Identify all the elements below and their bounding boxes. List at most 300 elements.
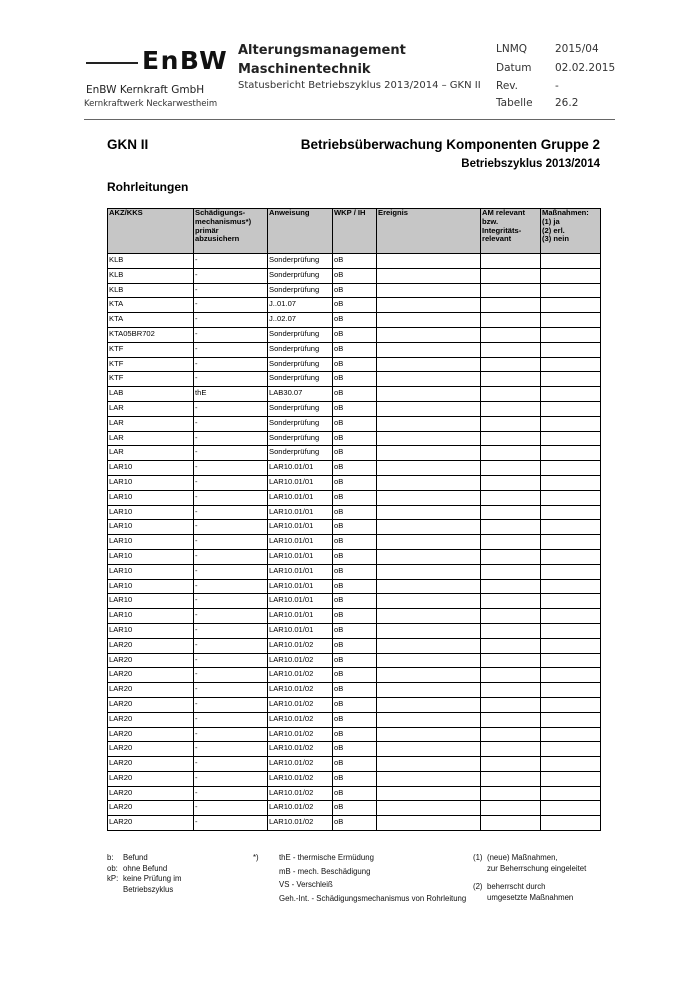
table-row xyxy=(108,357,601,372)
table-row xyxy=(108,609,601,624)
table-cell: - xyxy=(194,727,268,742)
table-cell: LAR xyxy=(108,431,194,446)
table-cell: oB xyxy=(333,623,377,638)
table-cell xyxy=(377,505,481,520)
table-cell: - xyxy=(194,298,268,313)
table-cell: LAR10 xyxy=(108,505,194,520)
table-cell xyxy=(481,816,541,831)
table-cell: LAR10 xyxy=(108,535,194,550)
table-cell: oB xyxy=(333,475,377,490)
legend-item: thE - thermische Ermüdung xyxy=(279,853,374,862)
table-cell: oB xyxy=(333,268,377,283)
table-cell: - xyxy=(194,313,268,328)
table-cell xyxy=(377,594,481,609)
table-cell xyxy=(541,505,601,520)
table-cell xyxy=(541,268,601,283)
table-cell: LAR10.01/02 xyxy=(268,742,333,757)
table-row xyxy=(108,416,601,431)
col-header-anweisung: Anweisung xyxy=(268,209,333,254)
table-cell xyxy=(541,668,601,683)
table-row xyxy=(108,771,601,786)
enbw-logo: EnBW xyxy=(142,46,229,75)
table-cell: - xyxy=(194,712,268,727)
table-row xyxy=(108,535,601,550)
header-title-line1: Alterungsmanagement xyxy=(238,43,406,58)
table-cell: LAR xyxy=(108,401,194,416)
table-cell: LAR20 xyxy=(108,771,194,786)
table-cell: oB xyxy=(333,387,377,402)
table-cell: - xyxy=(194,742,268,757)
company-name: EnBW Kernkraft GmbH xyxy=(86,84,205,96)
table-cell: oB xyxy=(333,298,377,313)
table-cell xyxy=(377,431,481,446)
table-cell: oB xyxy=(333,446,377,461)
table-cell: LAR20 xyxy=(108,801,194,816)
meta-label-tabelle: Tabelle xyxy=(496,97,533,109)
table-cell xyxy=(481,490,541,505)
section-title: Rohrleitungen xyxy=(107,180,189,194)
col-header-mechanism: Schädigungs- mechanismus*) primär abzusichern xyxy=(194,209,268,254)
table-cell xyxy=(541,712,601,727)
table-cell: oB xyxy=(333,786,377,801)
table-cell: oB xyxy=(333,609,377,624)
table-cell xyxy=(377,490,481,505)
table-cell: - xyxy=(194,771,268,786)
table-cell xyxy=(481,254,541,269)
table-cell: KTA xyxy=(108,313,194,328)
table-cell xyxy=(481,268,541,283)
table-cell: oB xyxy=(333,416,377,431)
legend-item: mB - mech. Beschädigung xyxy=(279,866,371,876)
table-cell: LAR20 xyxy=(108,727,194,742)
table-cell xyxy=(541,742,601,757)
table-cell: - xyxy=(194,342,268,357)
table-cell xyxy=(481,757,541,772)
table-cell: - xyxy=(194,623,268,638)
table-cell xyxy=(541,416,601,431)
table-cell: LAR10.01/01 xyxy=(268,609,333,624)
table-cell: - xyxy=(194,594,268,609)
table-cell xyxy=(481,416,541,431)
table-cell: - xyxy=(194,535,268,550)
legend-measures xyxy=(473,853,586,903)
table-header-row xyxy=(108,209,601,254)
table-cell xyxy=(377,786,481,801)
table-cell xyxy=(377,683,481,698)
table-cell: - xyxy=(194,786,268,801)
table-cell: LAR10.01/01 xyxy=(268,623,333,638)
table-row xyxy=(108,520,601,535)
table-cell: oB xyxy=(333,697,377,712)
table-row xyxy=(108,742,601,757)
table-row xyxy=(108,594,601,609)
table-row xyxy=(108,342,601,357)
table-cell xyxy=(377,446,481,461)
table-cell xyxy=(541,786,601,801)
table-cell xyxy=(377,609,481,624)
legend-item: umgesetzte Maßnahmen xyxy=(487,892,574,902)
table-row xyxy=(108,387,601,402)
table-cell: KLB xyxy=(108,254,194,269)
table-cell xyxy=(481,505,541,520)
table-cell: LAR20 xyxy=(108,638,194,653)
table-cell xyxy=(481,535,541,550)
table-cell xyxy=(541,727,601,742)
meta-value-datum: 02.02.2015 xyxy=(555,62,616,74)
table-cell: KTF xyxy=(108,372,194,387)
table-cell: oB xyxy=(333,638,377,653)
table-cell: - xyxy=(194,549,268,564)
table-cell xyxy=(481,727,541,742)
table-cell xyxy=(377,712,481,727)
table-cell: LAR10.01/02 xyxy=(268,771,333,786)
table-cell xyxy=(481,431,541,446)
table-row xyxy=(108,712,601,727)
table-cell xyxy=(481,668,541,683)
table-cell: LAR10.01/01 xyxy=(268,461,333,476)
table-cell xyxy=(377,564,481,579)
table-cell: J..01.07 xyxy=(268,298,333,313)
table-cell: oB xyxy=(333,579,377,594)
table-row xyxy=(108,401,601,416)
table-cell xyxy=(377,475,481,490)
table-row xyxy=(108,623,601,638)
table-cell: oB xyxy=(333,372,377,387)
table-cell: - xyxy=(194,697,268,712)
table-cell: LAB xyxy=(108,387,194,402)
table-cell xyxy=(541,313,601,328)
table-cell: - xyxy=(194,283,268,298)
table-cell xyxy=(481,342,541,357)
table-cell: - xyxy=(194,609,268,624)
table-row xyxy=(108,727,601,742)
table-cell: LAR10.01/02 xyxy=(268,757,333,772)
table-cell xyxy=(481,771,541,786)
table-row xyxy=(108,549,601,564)
table-cell: Sonderprüfung xyxy=(268,431,333,446)
table-cell: oB xyxy=(333,683,377,698)
table-cell: - xyxy=(194,816,268,831)
table-cell xyxy=(481,697,541,712)
table-cell xyxy=(541,594,601,609)
table-cell xyxy=(481,298,541,313)
table-cell: - xyxy=(194,401,268,416)
table-row xyxy=(108,564,601,579)
table-cell: oB xyxy=(333,461,377,476)
table-cell: LAR10 xyxy=(108,579,194,594)
table-cell xyxy=(377,771,481,786)
table-cell: Sonderprüfung xyxy=(268,268,333,283)
table-cell xyxy=(541,254,601,269)
table-cell xyxy=(481,401,541,416)
table-cell xyxy=(481,683,541,698)
table-cell xyxy=(377,461,481,476)
table-cell xyxy=(377,623,481,638)
table-cell xyxy=(541,461,601,476)
table-cell xyxy=(377,342,481,357)
table-cell: LAR xyxy=(108,416,194,431)
table-cell: oB xyxy=(333,757,377,772)
table-row xyxy=(108,505,601,520)
table-cell: oB xyxy=(333,564,377,579)
table-cell: Sonderprüfung xyxy=(268,283,333,298)
table-cell xyxy=(481,786,541,801)
table-cell xyxy=(377,697,481,712)
table-cell xyxy=(541,520,601,535)
table-row xyxy=(108,579,601,594)
table-cell xyxy=(481,638,541,653)
table-cell xyxy=(377,298,481,313)
table-cell: LAR20 xyxy=(108,697,194,712)
table-cell xyxy=(541,816,601,831)
meta-label-rev: Rev. xyxy=(496,80,519,92)
table-cell: LAR10.01/01 xyxy=(268,594,333,609)
table-cell: oB xyxy=(333,313,377,328)
table-cell: oB xyxy=(333,549,377,564)
table-cell: LAR10 xyxy=(108,609,194,624)
table-cell: Sonderprüfung xyxy=(268,254,333,269)
table-cell xyxy=(481,579,541,594)
table-cell: LAR10.01/01 xyxy=(268,549,333,564)
table-cell: - xyxy=(194,254,268,269)
table-cell xyxy=(541,579,601,594)
table-cell: LAR20 xyxy=(108,816,194,831)
table-cell xyxy=(377,268,481,283)
table-cell xyxy=(377,801,481,816)
table-cell: - xyxy=(194,579,268,594)
table-cell: - xyxy=(194,653,268,668)
table-cell: oB xyxy=(333,535,377,550)
table-cell xyxy=(481,475,541,490)
table-cell: thE xyxy=(194,387,268,402)
legend-item: (2) beherrscht durch xyxy=(473,882,546,891)
col-header-wkp: WKP / IH xyxy=(333,209,377,254)
table-row xyxy=(108,298,601,313)
table-cell: - xyxy=(194,416,268,431)
table-cell xyxy=(541,623,601,638)
table-cell: LAR20 xyxy=(108,786,194,801)
col-header-ereignis: Ereignis xyxy=(377,209,481,254)
table-cell: Sonderprüfung xyxy=(268,357,333,372)
table-cell: oB xyxy=(333,357,377,372)
table-cell: LAR20 xyxy=(108,683,194,698)
table-cell: KLB xyxy=(108,268,194,283)
table-row xyxy=(108,372,601,387)
table-cell: LAR10 xyxy=(108,520,194,535)
header-divider xyxy=(84,119,615,120)
meta-label-datum: Datum xyxy=(496,62,532,74)
table-cell: LAR xyxy=(108,446,194,461)
table-cell xyxy=(541,609,601,624)
table-cell xyxy=(541,757,601,772)
table-cell: LAR20 xyxy=(108,653,194,668)
page-title: Betriebsüberwachung Komponenten Gruppe 2 xyxy=(300,137,600,152)
table-cell: oB xyxy=(333,653,377,668)
table-cell: LAR20 xyxy=(108,668,194,683)
table-cell xyxy=(541,490,601,505)
table-cell: oB xyxy=(333,801,377,816)
table-cell: Sonderprüfung xyxy=(268,342,333,357)
legend-item: ob: ohne Befund xyxy=(107,863,168,873)
table-row xyxy=(108,638,601,653)
table-cell: LAR10.01/01 xyxy=(268,564,333,579)
meta-value-lnmq: 2015/04 xyxy=(555,43,599,55)
table-cell: oB xyxy=(333,668,377,683)
table-cell: LAR10 xyxy=(108,461,194,476)
table-cell xyxy=(481,357,541,372)
table-cell xyxy=(541,446,601,461)
table-cell: oB xyxy=(333,742,377,757)
table-cell: LAR10.01/01 xyxy=(268,579,333,594)
table-body xyxy=(108,254,601,831)
table-cell: - xyxy=(194,520,268,535)
table-cell xyxy=(541,549,601,564)
legend-mechanisms xyxy=(279,853,466,904)
col-header-am-relevant: AM relevant bzw. Integritäts- relevant xyxy=(481,209,541,254)
table-cell: LAR10.01/01 xyxy=(268,505,333,520)
table-cell: oB xyxy=(333,816,377,831)
table-cell: LAR10.01/02 xyxy=(268,638,333,653)
legend-item: VS - Verschleiß xyxy=(279,880,333,889)
table-cell xyxy=(541,431,601,446)
table-cell: LAR20 xyxy=(108,712,194,727)
table-cell xyxy=(481,742,541,757)
table-cell: LAR10 xyxy=(108,594,194,609)
table-cell xyxy=(377,579,481,594)
table-cell xyxy=(377,816,481,831)
table-cell xyxy=(481,549,541,564)
table-cell: - xyxy=(194,564,268,579)
table-cell xyxy=(377,520,481,535)
col-header-akz: AKZ/KKS xyxy=(108,209,194,254)
table-cell xyxy=(541,771,601,786)
table-cell xyxy=(541,801,601,816)
table-cell xyxy=(541,535,601,550)
table-cell: - xyxy=(194,757,268,772)
table-row xyxy=(108,461,601,476)
table-cell xyxy=(541,327,601,342)
table-cell: - xyxy=(194,475,268,490)
table-cell: LAR10.01/02 xyxy=(268,816,333,831)
table-cell xyxy=(481,623,541,638)
table-cell xyxy=(541,697,601,712)
table-cell: - xyxy=(194,268,268,283)
table-cell: - xyxy=(194,327,268,342)
table-row xyxy=(108,816,601,831)
table-row xyxy=(108,313,601,328)
logo-line xyxy=(86,62,138,64)
table-cell: LAR10.01/01 xyxy=(268,520,333,535)
table-cell: LAR10.01/02 xyxy=(268,712,333,727)
table-row xyxy=(108,653,601,668)
legend-abbrev xyxy=(107,853,182,895)
table-cell xyxy=(377,387,481,402)
table-cell: oB xyxy=(333,771,377,786)
table-row xyxy=(108,327,601,342)
table-cell: - xyxy=(194,683,268,698)
table-cell xyxy=(377,416,481,431)
legend-item: Betriebszyklus xyxy=(123,884,174,894)
table-cell: LAR10.01/02 xyxy=(268,683,333,698)
table-row xyxy=(108,757,601,772)
table-cell: Sonderprüfung xyxy=(268,416,333,431)
table-cell xyxy=(481,520,541,535)
table-cell xyxy=(377,727,481,742)
table-cell: Sonderprüfung xyxy=(268,446,333,461)
table-cell xyxy=(481,564,541,579)
table-row xyxy=(108,490,601,505)
table-cell xyxy=(377,742,481,757)
legend-item: kP: keine Prüfung im xyxy=(107,874,182,883)
table-cell: - xyxy=(194,446,268,461)
table-cell: oB xyxy=(333,401,377,416)
table-cell: oB xyxy=(333,283,377,298)
table-cell: Sonderprüfung xyxy=(268,401,333,416)
table-row xyxy=(108,475,601,490)
meta-label-lnmq: LNMQ xyxy=(496,43,528,55)
table-cell xyxy=(541,372,601,387)
table-cell: oB xyxy=(333,505,377,520)
col-header-massnahmen: Maßnahmen: (1) ja (2) erl. (3) nein xyxy=(541,209,601,254)
table-cell: LAR10.01/02 xyxy=(268,653,333,668)
table-cell: oB xyxy=(333,342,377,357)
table-cell xyxy=(541,564,601,579)
table-cell xyxy=(377,653,481,668)
cycle-label: Betriebszyklus 2013/2014 xyxy=(461,158,600,170)
table-cell xyxy=(481,712,541,727)
table-cell: - xyxy=(194,431,268,446)
table-cell xyxy=(481,313,541,328)
table-cell: LAR20 xyxy=(108,757,194,772)
table-cell: LAR10.01/02 xyxy=(268,668,333,683)
table-cell: oB xyxy=(333,520,377,535)
unit-label: GKN II xyxy=(107,137,149,152)
table-row xyxy=(108,446,601,461)
legend-item: zur Beherrschung eingeleitet xyxy=(487,863,587,873)
table-cell: LAR10.01/01 xyxy=(268,535,333,550)
table-cell: KTF xyxy=(108,357,194,372)
table-cell: oB xyxy=(333,431,377,446)
table-cell: - xyxy=(194,461,268,476)
table-cell xyxy=(481,372,541,387)
table-cell: LAR10.01/02 xyxy=(268,727,333,742)
table-cell: LAR10 xyxy=(108,549,194,564)
meta-value-rev: - xyxy=(555,80,559,92)
table-cell xyxy=(541,342,601,357)
table-cell: KTF xyxy=(108,342,194,357)
table-cell: - xyxy=(194,668,268,683)
legend-footnote-mark: *) xyxy=(253,853,259,862)
table-cell: LAR10 xyxy=(108,475,194,490)
table-cell xyxy=(377,638,481,653)
site-name: Kernkraftwerk Neckarwestheim xyxy=(84,99,218,109)
table-cell xyxy=(377,535,481,550)
legend-item: (1) (neue) Maßnahmen, xyxy=(473,853,558,862)
table-cell xyxy=(481,461,541,476)
table-cell xyxy=(541,401,601,416)
table-cell: LAR10.01/02 xyxy=(268,786,333,801)
table-cell: LAR10.01/02 xyxy=(268,801,333,816)
table-cell: KTA xyxy=(108,298,194,313)
table-cell xyxy=(377,357,481,372)
table-cell xyxy=(541,638,601,653)
table-cell xyxy=(541,683,601,698)
table-cell: - xyxy=(194,357,268,372)
table-cell xyxy=(377,549,481,564)
table-cell xyxy=(377,313,481,328)
table-cell xyxy=(541,387,601,402)
table-cell: KLB xyxy=(108,283,194,298)
